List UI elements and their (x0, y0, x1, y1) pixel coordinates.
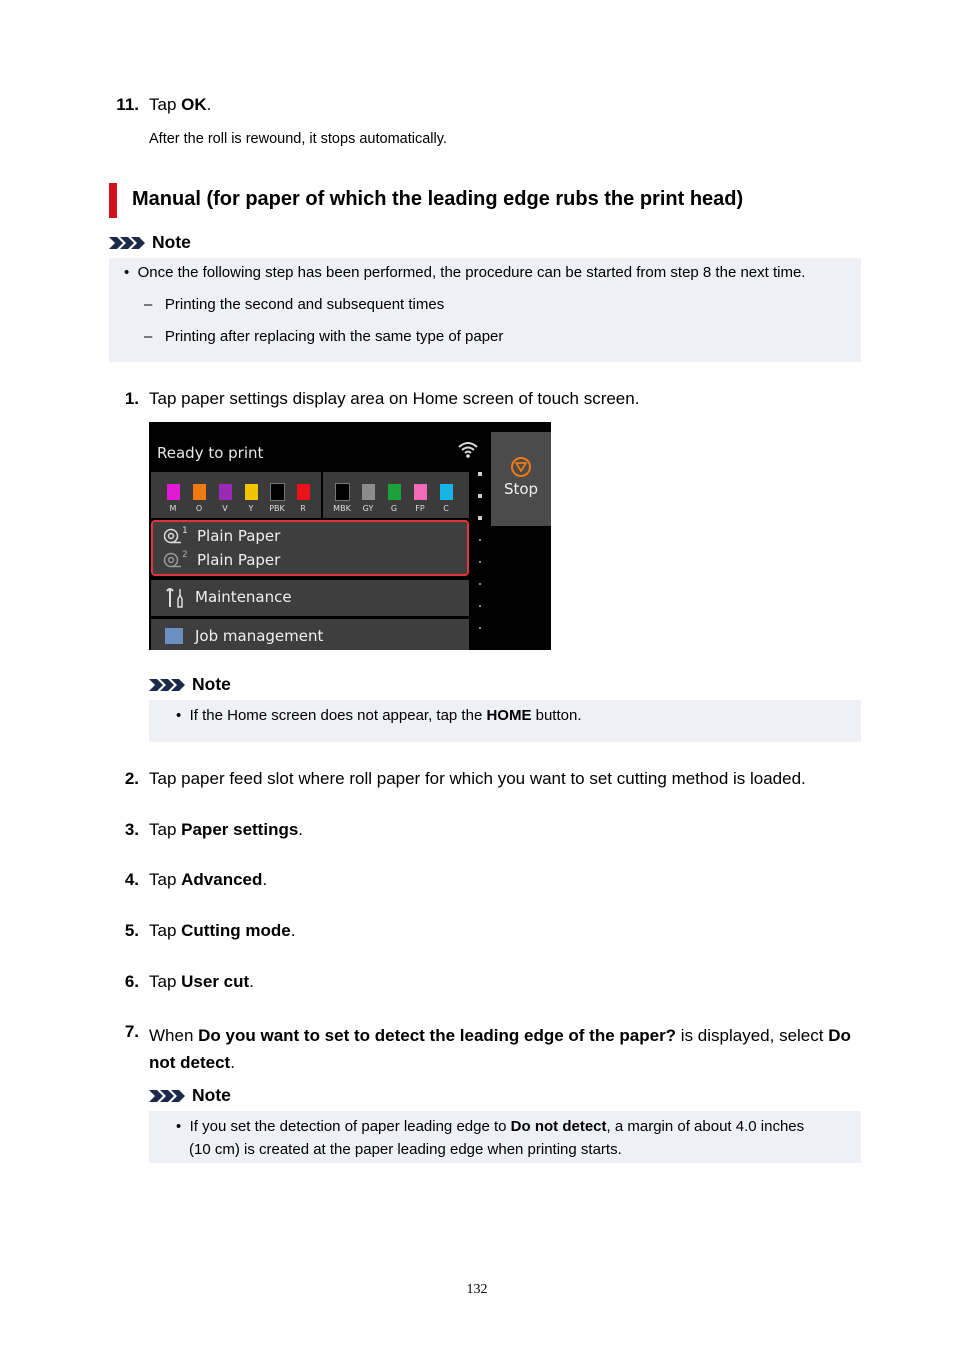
scroll-indicator (479, 561, 481, 563)
ink-label: C (443, 504, 449, 513)
step-1-number: 1. (124, 389, 139, 408)
job-management-label: Job management (195, 627, 324, 645)
ink-panel-right[interactable] (323, 472, 469, 518)
stop-button[interactable] (491, 432, 551, 526)
stop-label: Stop (503, 480, 539, 498)
job-management-menu[interactable] (151, 619, 469, 650)
note-heading-2: Note (149, 674, 231, 695)
step-2-number: 2. (124, 769, 139, 788)
ink-label: GY (362, 504, 374, 513)
ink-swatch (388, 484, 401, 500)
step-2-text: Tap paper feed slot where roll paper for which you want to set cutting method is loaded. (149, 769, 806, 788)
note-arrows-icon (149, 677, 189, 693)
note-1-dash-item: – Printing the second and subsequent times (144, 296, 445, 313)
ink-swatch (297, 484, 310, 500)
section-title: Manual (for paper of which the leading edge rubs the print head) (132, 188, 744, 210)
wifi-icon (457, 440, 479, 460)
ink-panel-left[interactable] (151, 472, 321, 518)
stop-icon (510, 456, 532, 478)
scroll-indicator (479, 583, 481, 585)
ink-swatch (440, 484, 453, 500)
step-7-text: When Do you want to set to detect the leading edge of the paper? is displayed, select Do not detect. (149, 1026, 851, 1072)
ink-swatch (167, 484, 180, 500)
status-text: Ready to print (157, 444, 264, 462)
maintenance-menu[interactable] (151, 580, 469, 616)
note-arrows-icon (109, 235, 149, 251)
step-4-number: 4. (124, 870, 139, 889)
ink-label: FP (415, 504, 425, 513)
step-11-text: Tap OK. (149, 95, 212, 114)
ink-label: Y (248, 504, 254, 513)
ink-swatch (414, 484, 427, 500)
roll-2-paper: Plain Paper (197, 551, 281, 569)
step-1-text: Tap paper settings display area on Home screen of touch screen. (149, 389, 640, 408)
ink-swatch (271, 484, 284, 500)
step-6-text: Tap User cut. (149, 972, 254, 991)
step-6-number: 6. (124, 972, 139, 991)
touch-screen-image (149, 422, 551, 650)
ink-label: MBK (333, 504, 351, 513)
section-marker (109, 183, 117, 218)
step-3-number: 3. (124, 820, 139, 839)
scroll-indicator (479, 627, 481, 629)
job-management-icon (165, 628, 183, 644)
note-heading-1: Note (109, 232, 191, 253)
step-7-number: 7. (124, 1022, 139, 1041)
maintenance-label: Maintenance (195, 588, 292, 606)
note-arrows-icon (149, 1088, 189, 1104)
roll-2-number: 2 (182, 550, 188, 560)
scroll-indicator (478, 494, 482, 498)
step-5-text: Tap Cutting mode. (149, 921, 296, 940)
ink-label: V (222, 504, 228, 513)
note-3-line-2: (10 cm) is created at the paper leading edge when printing starts. (189, 1141, 622, 1158)
note-2-bullet: • If the Home screen does not appear, tap the HOME button. (176, 707, 582, 724)
ink-label: O (195, 504, 203, 513)
page-number: 132 (466, 1282, 488, 1297)
note-1-bullet: • Once the following step has been performed, the procedure can be started from step 8 the next time. (124, 264, 806, 281)
scroll-indicator (479, 605, 481, 607)
note-1-dash-item: – Printing after replacing with the same type of paper (144, 328, 504, 345)
ink-label: M (169, 504, 177, 513)
note-heading-3: Note (149, 1085, 231, 1106)
step-11-result: After the roll is rewound, it stops automatically. (149, 131, 447, 147)
ink-label: G (390, 504, 398, 513)
scroll-indicator (479, 539, 481, 541)
ok-label: OK (181, 95, 207, 114)
step-5-number: 5. (124, 921, 139, 940)
paper-settings-area[interactable] (151, 520, 469, 576)
roll-1-number: 1 (182, 526, 188, 536)
step-4-text: Tap Advanced. (149, 870, 268, 889)
ink-swatch (193, 484, 206, 500)
ink-swatch (362, 484, 375, 500)
maintenance-tools-icon (165, 587, 187, 609)
ink-label: PBK (269, 504, 285, 513)
ink-swatch (219, 484, 232, 500)
roll-1-paper: Plain Paper (197, 527, 281, 545)
scroll-indicator (478, 472, 482, 476)
ink-swatch (336, 484, 349, 500)
ink-swatch (245, 484, 258, 500)
note-3-bullet: • If you set the detection of paper leading edge to Do not detect, a margin of about 4.0 inches (176, 1118, 805, 1135)
step-11-number: 11. (116, 95, 139, 114)
ink-label: R (300, 504, 306, 513)
step-3-text: Tap Paper settings. (149, 820, 304, 839)
scroll-indicator (478, 516, 482, 520)
